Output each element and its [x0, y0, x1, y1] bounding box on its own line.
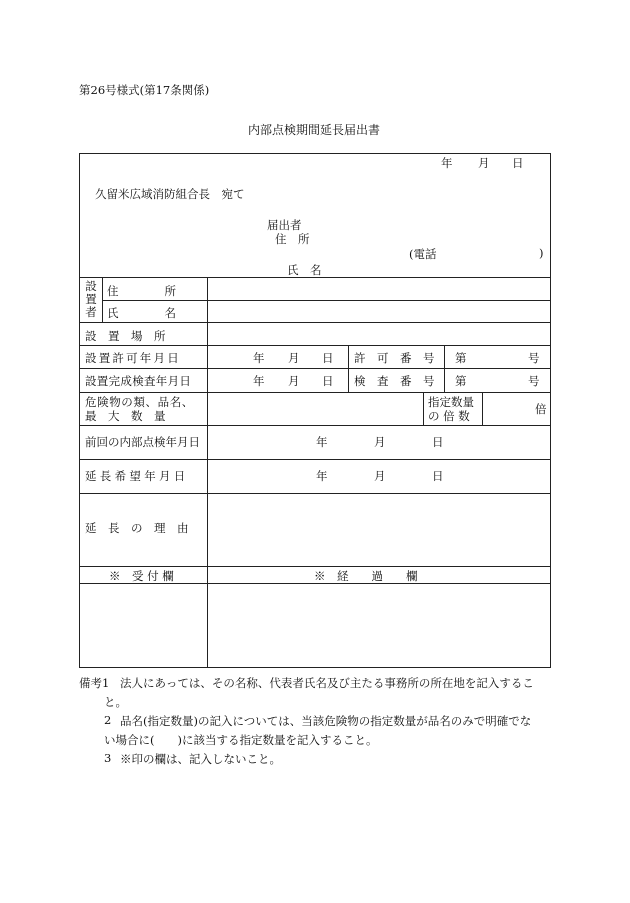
location-label: 設 置 場 所	[85, 329, 166, 343]
phone-close: )	[539, 246, 544, 260]
prev-month: 月	[374, 435, 386, 449]
applicant-name-label: 氏 名	[287, 263, 322, 277]
note-2-line1: 品名(指定数量)の記入については、当該危険物の指定数量が品名のみで明確でな	[120, 714, 532, 728]
note-3-num: 3	[104, 751, 112, 765]
reception-label: ※ 受 付 欄	[109, 569, 174, 583]
hazard-label-line1: 危険物の類、品名、	[85, 395, 194, 409]
addressee: 久留米広域消防組合長 宛て	[95, 187, 245, 201]
note-2-line2: い場合に( )に該当する指定数量を記入すること。	[104, 733, 378, 747]
ratio-label-line1: 指定数量	[428, 395, 474, 409]
document-title: 内部点検期間延長届出書	[248, 123, 381, 137]
note-1-line2: と。	[104, 695, 127, 709]
desired-date-label: 延長希望年月日	[85, 469, 189, 483]
ratio-unit: 倍	[535, 402, 547, 416]
col-divider	[482, 392, 483, 425]
note-3-line1: ※印の欄は、記入しないこと。	[120, 752, 281, 766]
row-divider	[80, 368, 550, 369]
applicant-label: 届出者	[267, 218, 302, 232]
permit-month: 月	[288, 351, 300, 365]
row-divider	[80, 493, 550, 494]
inspection-go: 号	[528, 374, 540, 388]
col-divider	[102, 277, 103, 322]
installer-address-label: 住 所	[107, 284, 176, 298]
row-divider	[80, 392, 550, 393]
permit-go: 号	[528, 351, 540, 365]
inspection-number-label: 検 査 番 号	[354, 374, 435, 388]
row-divider	[80, 322, 550, 323]
desired-day: 日	[432, 469, 444, 483]
reason-label: 延 長 の 理 由	[85, 521, 189, 535]
inspection-date-label: 設置完成検査年月日	[85, 374, 192, 388]
row-divider	[80, 566, 550, 567]
hazard-label-line2: 最 大 数 量	[85, 409, 166, 423]
note-1-line1: 法人にあっては、その名称、代表者氏名及び主たる事務所の所在地を記入するこ	[120, 676, 534, 690]
date-month: 月	[478, 156, 490, 170]
inspection-month: 月	[288, 374, 300, 388]
col-divider	[348, 345, 349, 392]
permit-date-label: 設置許可年月日	[85, 351, 181, 365]
desired-year: 年	[316, 469, 328, 483]
note-1-num: 備考1	[79, 676, 110, 690]
applicant-address-label: 住 所	[275, 232, 310, 246]
note-2-num: 2	[104, 713, 112, 727]
date-day: 日	[512, 156, 524, 170]
prev-inspection-label: 前回の内部点検年月日	[85, 435, 200, 449]
ratio-label-line2: の 倍 数	[428, 409, 470, 423]
inspection-day: 日	[322, 374, 334, 388]
row-divider	[80, 459, 550, 460]
row-divider	[102, 300, 550, 301]
phone-label: (電話	[409, 247, 437, 261]
desired-month: 月	[374, 469, 386, 483]
permit-day: 日	[322, 351, 334, 365]
inspection-dai: 第	[455, 374, 467, 388]
permit-year: 年	[253, 351, 265, 365]
prev-year: 年	[316, 435, 328, 449]
permit-dai: 第	[455, 351, 467, 365]
col-divider	[423, 392, 424, 425]
installer-name-label: 氏 名	[107, 306, 176, 320]
installer-group-label: 設置者	[85, 279, 97, 319]
col-divider	[207, 277, 208, 667]
progress-label: ※ 経 過 欄	[314, 569, 418, 583]
form-number: 第26号様式(第17条関係)	[79, 83, 210, 97]
prev-day: 日	[432, 435, 444, 449]
row-divider	[80, 345, 550, 346]
permit-number-label: 許 可 番 号	[354, 351, 435, 365]
date-year: 年	[441, 156, 453, 170]
col-divider	[444, 345, 445, 392]
inspection-year: 年	[253, 374, 265, 388]
row-divider	[80, 425, 550, 426]
